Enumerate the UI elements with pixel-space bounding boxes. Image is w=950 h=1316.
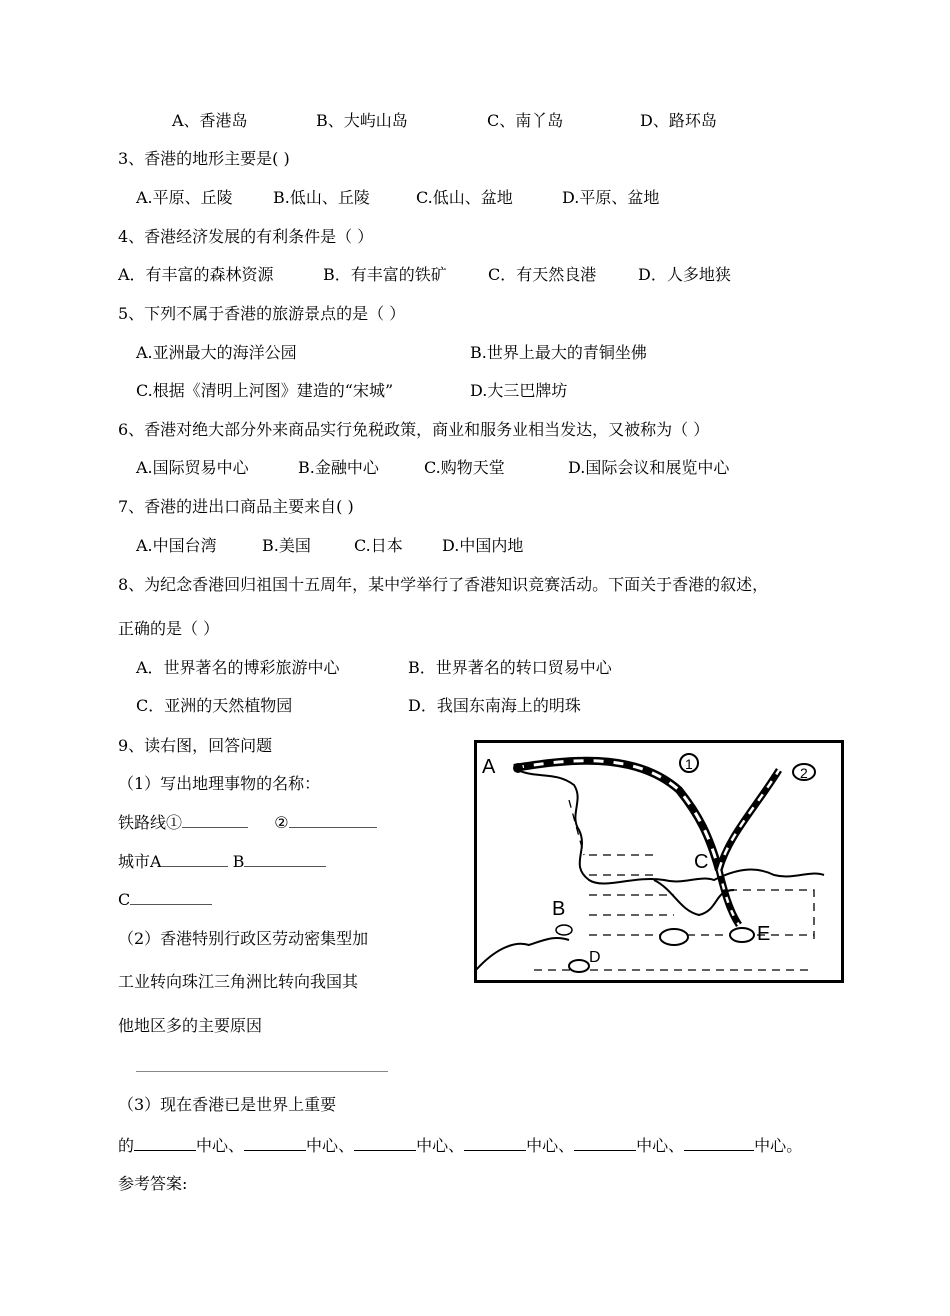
q9-sub3: （3）现在香港已是世界上重要	[118, 1095, 337, 1114]
q5-option-d: D.大三巴牌坊	[470, 381, 568, 400]
center-word: 中心	[636, 1136, 669, 1155]
city-b-blank[interactable]	[244, 852, 326, 867]
map-label-b: B	[552, 898, 566, 920]
q9-sub2-line2: 工业转向珠江三角洲比转向我国其	[118, 972, 359, 991]
q6-stem: 6、香港对绝大部分外来商品实行免税政策，商业和服务业相当发达，又被称为（ ）	[118, 420, 710, 439]
q7-option-c: C.日本	[354, 536, 403, 555]
q9-city-line	[118, 852, 326, 872]
q6-option-a: A.国际贸易中心	[136, 458, 249, 477]
end-punct: 。	[786, 1136, 803, 1155]
hong-kong-map	[474, 740, 844, 983]
q8-option-d: D．我国东南海上的明珠	[408, 696, 581, 715]
island-hk	[660, 929, 688, 945]
q9-sub3-blanks	[118, 1134, 802, 1156]
q8-option-c: C．亚洲的天然植物园	[136, 696, 293, 715]
q4-option-d: D．人多地狭	[638, 265, 731, 284]
center-blank-1[interactable]	[134, 1134, 196, 1151]
q3-option-d: D.平原、盆地	[562, 188, 660, 207]
center-word: 中心	[306, 1136, 339, 1155]
separator: 、	[558, 1136, 575, 1155]
q4-option-c: C．有天然良港	[488, 265, 597, 284]
city-c-blank[interactable]	[130, 890, 212, 905]
city-a-blank[interactable]	[162, 852, 228, 867]
map-label-e: E	[757, 923, 771, 945]
q6-option-b: B.金融中心	[298, 458, 379, 477]
q5-option-c: C.根据《清明上河图》建造的“宋城”	[136, 381, 394, 400]
separator: 、	[448, 1136, 465, 1155]
q7-option-d: D.中国内地	[442, 536, 524, 555]
map-label-d: D	[589, 949, 601, 966]
q2-option-b: B、大屿山岛	[316, 111, 408, 130]
island-small	[556, 925, 572, 935]
city-b-label: B	[232, 852, 245, 871]
q4-option-b: B．有丰富的铁矿	[323, 265, 447, 284]
rail1-blank[interactable]	[182, 813, 248, 828]
q7-option-b: B.美国	[262, 536, 311, 555]
q5-option-a: A.亚洲最大的海洋公园	[136, 343, 297, 362]
city-a-dot	[513, 763, 523, 773]
q2-option-c: C、南丫岛	[487, 111, 564, 130]
city-a-label: 城市A	[118, 852, 162, 871]
center-blank-6[interactable]	[684, 1134, 754, 1151]
q9-rail-line	[118, 813, 377, 833]
separator: 、	[228, 1136, 245, 1155]
q9-sub1: （1）写出地理事物的名称：	[118, 774, 321, 793]
rail2-label: ②	[274, 813, 289, 832]
q9-sub2-line1: （2）香港特别行政区劳动密集型加	[118, 929, 369, 948]
island-e	[730, 928, 754, 942]
q2-option-d: D、路环岛	[640, 111, 717, 130]
city-c-label: C	[118, 890, 131, 909]
q8-option-a: A．世界著名的博彩旅游中心	[136, 658, 340, 677]
q3-option-b: B.低山、丘陵	[273, 188, 370, 207]
center-blank-5[interactable]	[574, 1134, 636, 1151]
rail1-label: 铁路线①	[118, 813, 183, 832]
q3-option-c: C.低山、盆地	[416, 188, 513, 207]
center-word: 中心	[526, 1136, 559, 1155]
separator: 、	[668, 1136, 685, 1155]
q7-stem: 7、香港的进出口商品主要来自( )	[118, 497, 354, 516]
q2-option-a: A、香港岛	[172, 111, 248, 130]
sub3-prefix: 的	[118, 1136, 135, 1155]
separator: 、	[338, 1136, 355, 1155]
q6-option-d: D.国际会议和展览中心	[568, 458, 730, 477]
q5-option-b: B.世界上最大的青铜坐佛	[470, 343, 647, 362]
q5-stem: 5、下列不属于香港的旅游景点的是（ ）	[118, 304, 406, 323]
q8-stem-line2: 正确的是（ ）	[118, 619, 220, 638]
answers-title: 参考答案:	[118, 1174, 188, 1193]
center-word: 中心	[196, 1136, 229, 1155]
island-d	[569, 960, 589, 972]
q9-stem: 9、读右图，回答问题	[118, 736, 273, 755]
q8-option-b: B．世界著名的转口贸易中心	[408, 658, 612, 677]
q4-option-a: A．有丰富的森林资源	[118, 265, 274, 284]
map-label-c: C	[694, 851, 709, 873]
q7-option-a: A.中国台湾	[136, 536, 217, 555]
center-word: 中心	[416, 1136, 449, 1155]
map-label-rail2: 2	[800, 765, 808, 781]
center-blank-2[interactable]	[244, 1134, 306, 1151]
q6-option-c: C.购物天堂	[424, 458, 505, 477]
q4-stem: 4、香港经济发展的有利条件是（ ）	[118, 227, 374, 246]
map-label-a: A	[482, 756, 496, 778]
q9-city-c-line	[118, 890, 212, 910]
q3-option-a: A.平原、丘陵	[136, 188, 233, 207]
map-label-rail1: 1	[685, 756, 693, 772]
q9-sub2-answer-line[interactable]	[136, 1071, 388, 1072]
q8-stem-line1: 8、为纪念香港回归祖国十五周年，某中学举行了香港知识竞赛活动。下面关于香港的叙述，	[118, 575, 769, 594]
rail2-blank[interactable]	[289, 813, 377, 828]
center-word: 中心	[754, 1136, 787, 1155]
center-blank-4[interactable]	[464, 1134, 526, 1151]
q9-sub2-line3: 他地区多的主要原因	[118, 1016, 263, 1035]
q3-stem: 3、香港的地形主要是( )	[118, 149, 290, 168]
center-blank-3[interactable]	[354, 1134, 416, 1151]
